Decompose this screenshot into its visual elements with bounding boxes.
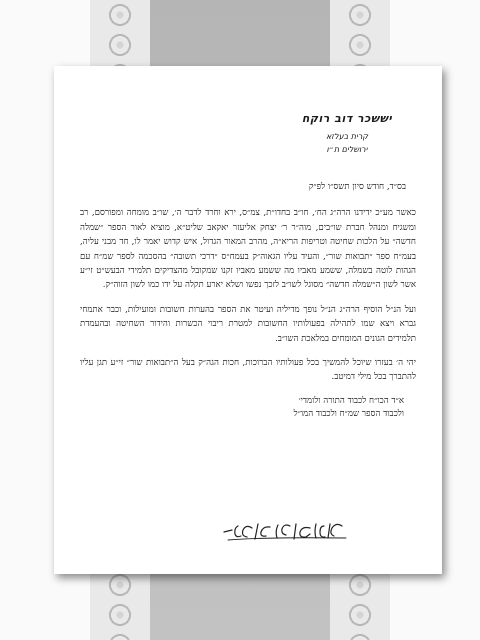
closing-line-2: ולכבוד הספר שמ״ח ולכבוד המו״ל xyxy=(293,408,404,419)
letterhead-name: יששכר דוב רוקח xyxy=(301,112,393,125)
paragraph-2: ועל הנ״ל הוסיף הרה״ג הנ״ל נופך מדיליה ועיטר את הספר בהערות חשובות ומועילות, וכבר אתמחי גברא ויצא שמו לתהילה בפעולותיו החשובות למטרת ריבוי הכשרות והידור השחיטה ובהעמדת תלמידים הגונים המומחים במלאכת השו״ב. xyxy=(80,304,416,344)
letter-sheet xyxy=(54,66,442,574)
paragraph-1: כאשר מע״כ ידידנו הרה״ג הח׳, חו״ב בחדו״ת, צמ״ס, ירא וחרד לדבר ה׳, שו״ב מומחה ומפורסם, רב ומשגיח ומנהל חברת שו״בים, מוה״ר ר׳ יצחק אליעזר יאקאב שליט״א, מוציא לאור הספר ״שמלה חדשה״ על הלכות שחיטה וטריפות הריא״ה, מהרב המאור הגדול, איש קדוש יאמר לו, חד מבני עליה, בעמ״ח ספר ״תבואות שור״, והעיד עליו הגאוה״ק בעמח״ס ״דרכי תשובה״ בהסכמה לספר שמ״ח עם הגהות לוטה בשמלה, ששמע מאביו מה ששמע מאביו זקנו שמקובל מהצדיקים תלמידי הבעש״ט זי״ע אשר לשון ה״שמלה חדשה״ מסוגל לשו״ב לזכך נפשו ושלא יארע תקלה על ידו כמו לשון הזוה״ק. xyxy=(80,208,416,291)
paragraph-3: יהי ה׳ בעזרו שיוכל להמשיך בכל פעולותיו הברוכות, חכות הגה״ק בעל ה״תבואות שור״ זי״ע תגן עליו להתברך בכל מילי דמיטב. xyxy=(80,358,416,383)
closing-line-1: א״ד הכו״ח לכבוד התורה ולומדי׳ xyxy=(298,395,404,406)
letter-date: בס״ד, חודש סיון תשס״ו לפ״ק xyxy=(308,182,406,192)
handwritten-signature xyxy=(220,518,350,546)
letterhead-line-2: ירושלים ת״ו xyxy=(326,145,368,154)
letterhead-line-1: קרית בעלזא xyxy=(325,132,369,141)
closing-block xyxy=(80,395,416,421)
letterhead xyxy=(277,112,417,156)
signature-drawing xyxy=(220,518,350,546)
letter-body xyxy=(80,180,416,421)
